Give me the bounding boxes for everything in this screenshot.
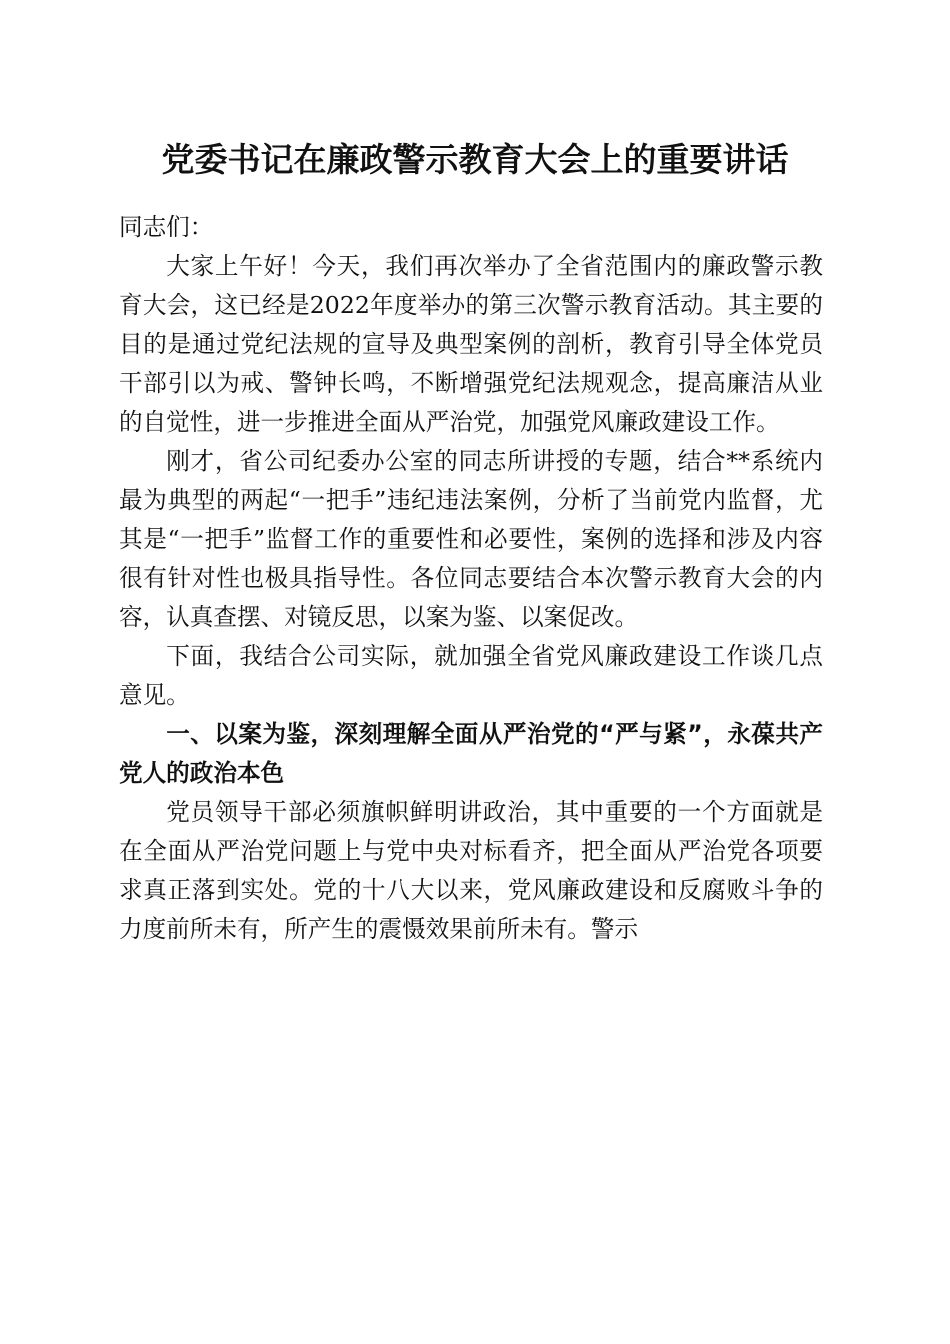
- paragraph-section-1: 党员领导干部必须旗帜鲜明讲政治，其中重要的一个方面就是在全面从严治党问题上与党中央对标看齐，把全面从严治党各项要求真正落到实处。党的十八大以来，党风廉政建设和反腐败斗争的力度前所未有，所产生的震慑效果前所未有。警示: [119, 798, 823, 943]
- salutation: 同志们：: [119, 213, 214, 241]
- section-heading-1: 一、以案为鉴，深刻理解全面从严治党的“严与紧”，永葆共产党人的政治本色: [119, 720, 823, 787]
- paragraph-transition: 下面，我结合公司实际，就加强全省党风廉政建设工作谈几点意见。: [119, 642, 823, 709]
- paragraph-opening: 大家上午好！今天，我们再次举办了全省范围内的廉政警示教育大会，这已经是2022年度举办的第三次警示教育活动。其主要的目的是通过党纪法规的宣导及典型案例的剖析，教育引导全体党员干部引以为戒、警钟长鸣，不断增强党纪法规观念，提高廉洁从业的自觉性，进一步推进全面从严治党，加强党风廉政建设工作。: [119, 252, 823, 436]
- paragraph-lecture-review: 刚才，省公司纪委办公室的同志所讲授的专题，结合**系统内最为典型的两起“一把手”违纪违法案例，分析了当前党内监督，尤其是“一把手”监督工作的重要性和必要性，案例的选择和涉及内容很有针对性也极具指导性。各位同志要结合本次警示教育大会的内容，认真查摆、对镜反思，以案为鉴、以案促改。: [119, 447, 823, 631]
- document-body: [119, 208, 823, 949]
- document-title: 党委书记在廉政警示教育大会上的重要讲话: [161, 140, 789, 179]
